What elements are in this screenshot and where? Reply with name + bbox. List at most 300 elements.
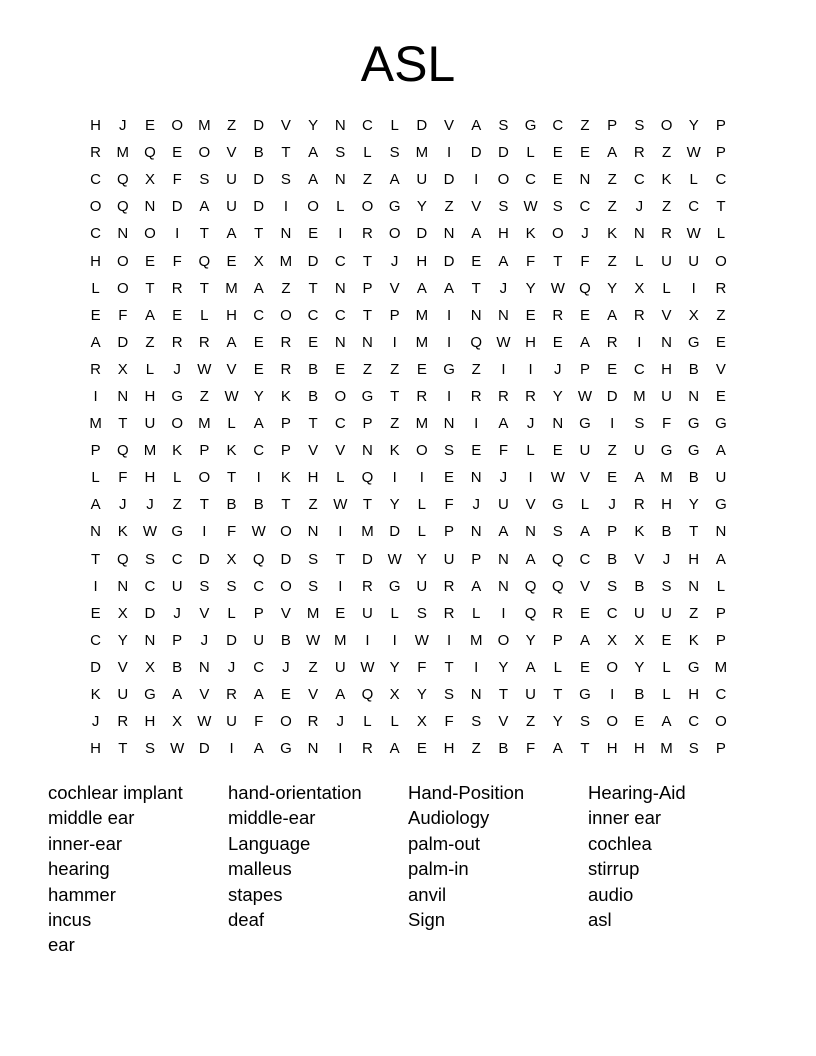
grid-letter: G [551,496,564,514]
grid-letter: J [200,631,209,649]
grid-letter: Z [526,713,536,731]
grid-letter: K [90,686,101,704]
grid-letter: J [173,360,181,378]
grid-letter: E [308,333,319,351]
grid-letter: A [579,523,590,541]
grid-row [82,491,735,518]
grid-letter: F [526,252,536,270]
grid-letter: H [416,252,428,270]
grid-letter: E [579,604,590,622]
grid-letter: S [498,117,509,135]
grid-letter: V [280,117,291,135]
grid-letter: P [90,442,101,460]
grid-row [82,708,735,735]
grid-letter: I [610,686,615,704]
grid-letter: N [497,306,509,324]
grid-letter: I [338,577,343,595]
grid-letter: P [389,306,400,324]
grid-letter: C [552,117,564,135]
grid-letter: C [688,198,700,216]
grid-letter: S [552,198,563,216]
grid-letter: F [661,415,672,433]
grid-letter: T [689,523,699,541]
grid-letter: A [308,171,319,189]
grid-letter: B [226,496,237,514]
grid-letter: H [497,225,509,243]
grid-letter: B [661,523,672,541]
grid-letter: I [256,469,261,487]
grid-letter: Z [689,604,699,622]
grid-letter: I [446,333,452,351]
grid-letter: X [253,252,264,270]
grid-letter: N [497,577,509,595]
grid-letter: G [280,740,292,758]
grid-letter: X [416,713,427,731]
grid-letter: A [253,686,264,704]
grid-letter: W [577,387,593,405]
grid-letter: A [389,171,400,189]
grid-letter: U [579,442,591,460]
grid-letter: S [444,686,455,704]
grid-letter: R [443,604,455,622]
grid-letter: I [419,469,424,487]
word-list-item: cochlea [588,832,652,854]
grid-letter: U [171,577,183,595]
grid-letter: I [446,306,452,324]
grid-letter: K [525,225,536,243]
grid-letter: D [253,198,265,216]
grid-letter: E [552,171,563,189]
grid-letter: D [443,171,455,189]
grid-letter: Q [551,577,564,595]
grid-letter: M [89,415,102,433]
grid-letter: A [715,442,726,460]
grid-letter: Y [416,550,427,568]
grid-letter: B [253,144,264,162]
grid-letter: I [338,225,343,243]
word-list-item: incus [48,908,92,930]
word-list-item: audio [588,883,634,905]
grid-letter: H [688,550,700,568]
grid-letter: O [280,577,292,595]
grid-letter: N [117,225,129,243]
grid-letter: R [171,279,183,297]
grid-letter: C [579,550,591,568]
grid-letter: L [689,171,698,189]
grid-letter: J [227,658,236,676]
grid-letter: F [444,496,454,514]
grid-letter: F [172,252,182,270]
grid-row [82,437,735,464]
grid-letter: I [474,658,479,676]
grid-letter: N [661,333,672,351]
grid-letter: L [172,469,182,487]
grid-letter: X [607,631,618,649]
grid-letter: U [226,713,237,731]
grid-letter: S [308,577,319,595]
grid-letter: N [307,740,319,758]
grid-letter: E [579,658,590,676]
grid-letter: S [471,713,482,731]
grid-letter: E [90,604,101,622]
grid-row [82,735,735,762]
grid-letter: B [688,360,699,378]
grid-letter: M [225,279,238,297]
grid-letter: A [416,279,427,297]
grid-letter: Q [116,171,129,189]
grid-letter: O [280,306,292,324]
grid-letter: O [171,415,183,433]
grid-letter: G [579,686,591,704]
grid-letter: I [691,279,696,297]
grid-letter: S [579,713,590,731]
grid-letter: A [552,740,563,758]
grid-letter: T [390,387,400,405]
grid-letter: R [226,686,237,704]
grid-letter: D [362,550,373,568]
grid-letter: P [607,523,618,541]
grid-letter: R [470,387,482,405]
grid-row [82,654,735,681]
grid-letter: N [525,523,537,541]
grid-letter: Z [471,360,481,378]
grid-letter: E [416,360,427,378]
grid-letter: O [715,252,727,270]
grid-letter: D [144,604,156,622]
grid-row [82,410,735,437]
grid-letter: E [172,144,183,162]
grid-letter: S [389,144,400,162]
grid-letter: C [90,171,102,189]
grid-letter: L [526,442,535,460]
grid-letter: T [118,415,128,433]
grid-letter: M [660,469,673,487]
grid-letter: R [552,306,564,324]
grid-letter: F [498,442,508,460]
grid-letter: O [116,252,129,270]
grid-letter: R [661,225,672,243]
grid-letter: C [90,225,102,243]
grid-letter: O [606,658,618,676]
grid-letter: N [688,577,700,595]
grid-letter: N [144,631,156,649]
grid-row [82,302,735,329]
grid-letter: P [715,631,726,649]
grid-letter: S [498,198,509,216]
grid-letter: W [142,523,158,541]
grid-letter: P [172,631,183,649]
grid-letter: H [144,713,156,731]
grid-letter: J [526,415,535,433]
grid-letter: A [444,279,455,297]
grid-letter: V [661,306,672,324]
grid-letter: D [198,550,210,568]
grid-letter: M [469,631,483,649]
grid-letter: R [715,279,727,297]
grid-letter: A [525,550,536,568]
grid-letter: Y [416,198,427,216]
grid-letter: X [226,550,237,568]
grid-letter: A [471,117,482,135]
grid-letter: H [688,686,700,704]
grid-letter: Q [116,198,129,216]
grid-letter: G [579,415,591,433]
grid-letter: D [470,144,482,162]
grid-letter: B [308,387,319,405]
grid-letter: R [280,360,292,378]
grid-letter: I [446,631,452,649]
grid-letter: U [661,604,672,622]
grid-letter: A [498,252,509,270]
grid-letter: Z [607,198,617,216]
grid-letter: R [90,360,102,378]
grid-letter: G [715,496,727,514]
grid-letter: Y [688,496,699,514]
grid-letter: Y [117,631,128,649]
grid-letter: Y [688,117,699,135]
grid-letter: G [687,415,700,433]
word-list-item: palm-in [408,858,469,880]
grid-letter: T [362,306,373,324]
grid-letter: M [198,415,211,433]
grid-letter: T [199,279,209,297]
grid-letter: I [610,415,615,433]
grid-letter: E [552,442,563,460]
grid-letter: Z [281,279,291,297]
grid-letter: F [118,306,128,324]
grid-letter: L [635,252,644,270]
grid-letter: C [171,550,183,568]
grid-letter: W [197,713,212,731]
grid-letter: H [226,306,237,324]
grid-letter: V [199,604,210,622]
grid-letter: C [253,306,265,324]
grid-letter: N [117,387,129,405]
grid-letter: I [229,740,234,758]
grid-letter: P [280,415,291,433]
grid-letter: N [362,333,373,351]
grid-letter: P [579,360,590,378]
grid-letter: W [333,496,348,514]
grid-letter: Z [362,171,373,189]
grid-letter: U [497,496,509,514]
grid-letter: R [198,333,210,351]
grid-letter: B [607,550,618,568]
grid-letter: N [117,577,129,595]
grid-letter: C [606,604,618,622]
grid-letter: J [91,713,100,731]
grid-letter: V [308,686,319,704]
grid-letter: A [253,279,264,297]
grid-letter: X [389,686,400,704]
grid-row [82,220,735,247]
word-list-item: stirrup [588,858,640,880]
grid-letter: L [553,658,562,676]
grid-letter: O [144,225,156,243]
grid-letter: B [308,360,319,378]
grid-letter: E [144,117,155,135]
grid-letter: G [660,442,673,460]
grid-letter: P [715,604,726,622]
grid-letter: F [172,171,182,189]
grid-letter: W [550,279,565,297]
grid-letter: O [497,171,510,189]
grid-letter: C [253,577,265,595]
grid-letter: N [470,469,482,487]
grid-letter: C [715,171,727,189]
word-list-item: ear [48,934,75,956]
grid-letter: H [144,387,156,405]
grid-letter: O [171,117,183,135]
grid-letter: I [501,604,506,622]
grid-letter: A [715,550,726,568]
grid-letter: Q [361,686,374,704]
grid-letter: E [579,144,590,162]
grid-letter: H [633,740,645,758]
grid-letter: Q [116,442,129,460]
grid-letter: I [202,523,207,541]
grid-letter: C [144,577,156,595]
grid-letter: O [715,713,727,731]
grid-letter: P [715,117,726,135]
grid-letter: E [525,306,536,324]
grid-letter: I [392,333,397,351]
grid-letter: S [634,117,645,135]
grid-letter: A [498,415,509,433]
grid-letter: E [172,306,183,324]
grid-letter: T [444,658,454,676]
grid-letter: N [334,117,346,135]
grid-letter: M [415,144,429,162]
grid-letter: N [579,171,591,189]
word-list-item: inner-ear [48,832,123,854]
grid-letter: C [253,658,265,676]
grid-letter: D [389,523,401,541]
grid-letter: A [308,144,319,162]
grid-row [82,193,735,220]
grid-letter: C [362,117,373,135]
grid-letter: O [361,198,374,216]
grid-letter: L [662,658,671,676]
grid-letter: I [501,360,506,378]
grid-letter: G [144,686,156,704]
page-title: ASL [360,36,456,92]
grid-letter: O [116,279,129,297]
grid-letter: N [688,387,700,405]
grid-letter: N [633,225,645,243]
grid-letter: S [335,144,346,162]
grid-letter: Y [308,117,319,135]
grid-letter: C [579,198,591,216]
grid-letter: N [443,415,455,433]
grid-letter: O [89,198,102,216]
grid-letter: I [392,631,397,649]
grid-letter: E [226,252,237,270]
grid-letter: B [634,686,645,704]
grid-letter: M [714,658,728,676]
grid-letter: L [200,306,209,324]
grid-letter: E [552,333,563,351]
grid-letter: Z [607,442,617,460]
grid-letter: Y [607,279,618,297]
grid-letter: R [416,387,428,405]
grid-letter: G [687,333,700,351]
grid-letter: H [606,740,618,758]
grid-letter: D [90,658,102,676]
grid-row [82,681,735,708]
grid-letter: G [524,117,537,135]
grid-letter: V [308,442,319,460]
grid-letter: T [281,144,291,162]
grid-letter: J [608,496,616,514]
grid-letter: Q [524,604,537,622]
grid-letter: K [226,442,237,460]
grid-letter: U [334,658,346,676]
grid-letter: Z [471,740,481,758]
grid-letter: R [552,604,564,622]
grid-letter: K [688,631,699,649]
grid-letter: L [472,604,481,622]
grid-letter: T [553,686,563,704]
grid-letter: R [362,740,373,758]
grid-letter: H [90,252,102,270]
grid-letter: C [525,171,537,189]
grid-letter: Y [552,713,563,731]
grid-letter: F [444,713,454,731]
word-list-item: inner ear [588,807,662,829]
grid-letter: Y [253,387,264,405]
grid-letter: Q [361,469,374,487]
grid-letter: B [172,658,183,676]
grid-letter: D [117,333,129,351]
grid-letter: D [416,117,428,135]
grid-letter: U [416,577,428,595]
grid-letter: Z [390,415,400,433]
grid-letter: A [634,469,645,487]
grid-letter: W [496,333,511,351]
grid-letter: M [116,144,130,162]
grid-letter: O [551,225,564,243]
grid-letter: D [416,225,428,243]
grid-letter: I [392,469,397,487]
grid-letter: Q [198,252,211,270]
grid-letter: I [365,631,370,649]
grid-letter: R [362,577,373,595]
grid-letter: I [474,171,479,189]
grid-letter: I [283,198,288,216]
grid-letter: A [253,740,264,758]
grid-letter: K [172,442,183,460]
grid-letter: J [119,496,127,514]
grid-letter: Y [389,658,400,676]
grid-letter: S [634,415,645,433]
grid-letter: X [634,279,645,297]
grid-letter: G [388,577,401,595]
grid-letter: N [307,523,319,541]
grid-letter: G [443,360,455,378]
grid-letter: P [280,442,291,460]
grid-letter: T [308,279,318,297]
grid-letter: I [474,415,479,433]
grid-letter: T [362,496,373,514]
grid-letter: A [471,225,482,243]
grid-letter: P [362,415,373,433]
grid-letter: L [716,225,726,243]
grid-letter: O [416,442,428,460]
grid-letter: L [336,198,345,216]
grid-letter: O [334,387,347,405]
grid-letter: A [90,496,101,514]
